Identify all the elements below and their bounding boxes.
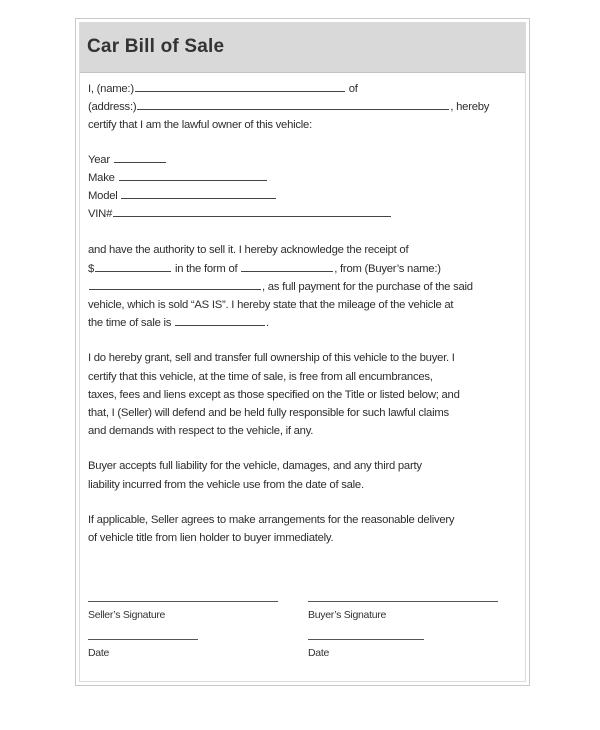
transfer-line-4: that, I (Seller) will defend and be held fully responsible for such lawful claims xyxy=(88,407,449,420)
transfer-line-1: I do hereby grant, sell and transfer full ownership of this vehicle to the buyer. I xyxy=(88,352,455,365)
hereby-label: , hereby xyxy=(450,101,490,114)
vin-label: VIN# xyxy=(88,208,113,221)
payment-line xyxy=(88,260,517,278)
make-blank[interactable] xyxy=(119,169,267,181)
seller-signature-line[interactable] xyxy=(88,601,278,602)
document-header xyxy=(80,23,525,73)
liability-line-2: liability incurred from the vehicle use from the date of sale. xyxy=(88,478,364,491)
liability-line-1: Buyer accepts full liability for the vehicle, damages, and any third party xyxy=(88,460,422,473)
delivery-line-2: of vehicle title from lien holder to buyer immediately. xyxy=(88,532,334,545)
document-frame xyxy=(79,22,526,682)
buyer-name-label: , from (Buyer’s name:) xyxy=(334,262,441,275)
buyer-signature-label: Buyer’s Signature xyxy=(308,609,386,621)
seller-address-blank[interactable] xyxy=(137,98,449,110)
vehicle-vin-line xyxy=(88,205,517,223)
mileage-blank[interactable] xyxy=(175,314,265,326)
seller-date-line[interactable] xyxy=(88,639,198,640)
buyer-signature-line[interactable] xyxy=(308,601,498,602)
transfer-line-3: taxes, fees and liens except as those specified on the Title or listed below; and xyxy=(88,388,460,401)
signature-section xyxy=(88,601,518,681)
as-is-line: vehicle, which is sold “AS IS”. I hereby state that the mileage of the vehicle at xyxy=(88,299,454,312)
seller-address-line xyxy=(88,98,517,116)
seller-signature-label: Seller’s Signature xyxy=(88,609,166,621)
seller-address-label: (address:) xyxy=(88,101,137,114)
period: . xyxy=(266,317,269,330)
buyer-name-blank[interactable] xyxy=(89,278,261,290)
payment-form-blank[interactable] xyxy=(241,260,333,272)
vehicle-year-line xyxy=(88,151,517,169)
seller-name-blank[interactable] xyxy=(135,80,345,92)
seller-name-line xyxy=(88,80,517,98)
buyer-name-line xyxy=(88,278,517,296)
seller-name-label: I, (name:) xyxy=(88,83,134,95)
full-payment-label: , as full payment for the purchase of the said xyxy=(262,280,473,293)
vehicle-model-line xyxy=(88,187,517,205)
dollar-sign: $ xyxy=(88,262,95,275)
in-the-form-of-label: in the form of xyxy=(174,262,238,275)
of-label: of xyxy=(348,83,358,95)
authority-line: and have the authority to sell it. I hereby acknowledge the receipt of xyxy=(88,244,409,257)
bill-of-sale-document xyxy=(75,18,530,686)
time-of-sale-label: the time of sale is xyxy=(88,317,172,330)
seller-date-label: Date xyxy=(88,647,109,659)
delivery-line-1: If applicable, Seller agrees to make arrangements for the reasonable delivery xyxy=(88,513,455,526)
model-label: Model xyxy=(88,190,118,203)
ownership-line: certify that I am the lawful owner of this vehicle: xyxy=(88,119,312,132)
document-body xyxy=(88,80,517,547)
document-title: Car Bill of Sale xyxy=(87,36,225,57)
make-label: Make xyxy=(88,171,115,184)
year-label: Year xyxy=(88,153,110,166)
transfer-line-5: and demands with respect to the vehicle, if any. xyxy=(88,425,314,438)
transfer-line-2: certify that this vehicle, at the time of sale, is free from all encumbrances, xyxy=(88,370,433,383)
buyer-date-line[interactable] xyxy=(308,639,424,640)
model-blank[interactable] xyxy=(121,187,276,199)
amount-blank[interactable] xyxy=(95,260,171,272)
vehicle-make-line xyxy=(88,169,517,187)
year-blank[interactable] xyxy=(114,151,166,163)
mileage-line xyxy=(88,314,517,332)
vin-blank[interactable] xyxy=(113,205,391,217)
buyer-date-label: Date xyxy=(308,647,329,659)
